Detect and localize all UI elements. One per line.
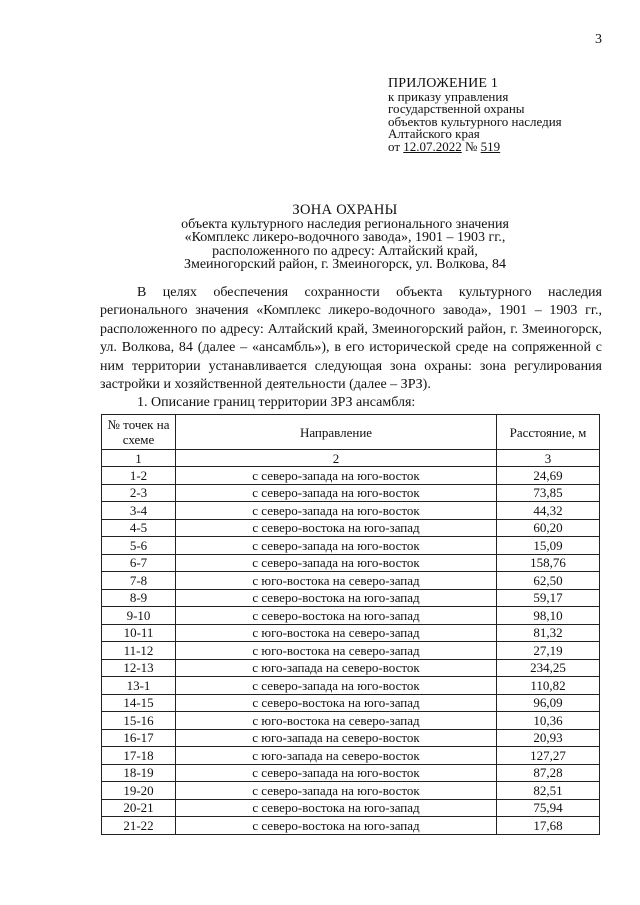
points-cell: 3-4 xyxy=(102,502,176,520)
zone-heading: ЗОНА ОХРАНЫ xyxy=(292,202,398,218)
direction-cell: с северо-запада на юго-восток xyxy=(176,677,497,695)
distance-cell: 15,09 xyxy=(497,537,600,555)
direction-cell: с северо-запада на юго-восток xyxy=(176,467,497,485)
points-cell: 4-5 xyxy=(102,519,176,537)
appendix-block xyxy=(388,78,562,153)
zone-line: объекта культурного наследия регионального значения xyxy=(181,216,509,232)
index-cell: 2 xyxy=(176,450,497,467)
distance-cell: 87,28 xyxy=(497,764,600,782)
direction-cell: с северо-запада на юго-восток xyxy=(176,537,497,555)
distance-cell: 234,25 xyxy=(497,659,600,677)
header-direction: Направление xyxy=(176,415,497,450)
distance-cell: 73,85 xyxy=(497,484,600,502)
points-cell: 15-16 xyxy=(102,712,176,730)
direction-cell: с северо-запада на юго-восток xyxy=(176,554,497,572)
intro-paragraph: В целях обеспечения сохранности объекта культурного наследия регионального значения «Комплекс ликеро-водочного завода», 1901 – 1903 гг., расположенного по адресу: Алтайский край, Змеиногорский район, г. Змеиногорск, ул. Волкова, 84 (далее – «ансамбль»), в его исторической среде на сопряженной с ним территории устанавливается следующая зона охраны: зона регулирования застройки и хозяйственной деятельности (далее – ЗРЗ). xyxy=(100,285,602,393)
body-text xyxy=(100,284,602,413)
direction-cell: с северо-запада на юго-восток xyxy=(176,764,497,782)
order-number: 519 xyxy=(480,138,501,154)
direction-cell: с северо-востока на юго-запад xyxy=(176,694,497,712)
points-cell: 17-18 xyxy=(102,747,176,765)
distance-cell: 20,93 xyxy=(497,729,600,747)
table-body xyxy=(102,467,600,835)
direction-cell: с юго-востока на северо-запад xyxy=(176,642,497,660)
appendix-date-line xyxy=(388,138,562,154)
direction-cell: с северо-востока на юго-запад xyxy=(176,589,497,607)
index-cell: 3 xyxy=(497,450,600,467)
points-cell: 16-17 xyxy=(102,729,176,747)
distance-cell: 158,76 xyxy=(497,554,600,572)
table-row xyxy=(102,694,600,712)
distance-cell: 24,69 xyxy=(497,467,600,485)
page-number: 3 xyxy=(595,32,602,47)
points-cell: 12-13 xyxy=(102,659,176,677)
distance-cell: 62,50 xyxy=(497,572,600,590)
direction-cell: с северо-востока на юго-запад xyxy=(176,519,497,537)
date-prefix: от xyxy=(388,138,401,154)
points-cell: 21-22 xyxy=(102,817,176,835)
section-item-1: 1. Описание границ территории ЗРЗ ансамбля: xyxy=(137,395,416,411)
distance-cell: 59,17 xyxy=(497,589,600,607)
number-prefix: № xyxy=(465,138,478,154)
table-row xyxy=(102,589,600,607)
direction-cell: с юго-востока на северо-запад xyxy=(176,624,497,642)
distance-cell: 127,27 xyxy=(497,747,600,765)
index-cell: 1 xyxy=(102,450,176,467)
header-distance: Расстояние, м xyxy=(497,415,600,450)
boundary-table xyxy=(101,414,600,835)
distance-cell: 75,94 xyxy=(497,799,600,817)
table-row xyxy=(102,467,600,485)
points-cell: 18-19 xyxy=(102,764,176,782)
direction-cell: с северо-востока на юго-запад xyxy=(176,799,497,817)
distance-cell: 110,82 xyxy=(497,677,600,695)
appendix-line: объектов культурного наследия xyxy=(388,113,562,129)
direction-cell: с северо-востока на юго-запад xyxy=(176,817,497,835)
table-row xyxy=(102,712,600,730)
direction-cell: с юго-востока на северо-запад xyxy=(176,712,497,730)
distance-cell: 98,10 xyxy=(497,607,600,625)
table-header-row xyxy=(102,415,600,450)
points-cell: 6-7 xyxy=(102,554,176,572)
direction-cell: с юго-запада на северо-восток xyxy=(176,659,497,677)
direction-cell: с юго-востока на северо-запад xyxy=(176,572,497,590)
order-date: 12.07.2022 xyxy=(403,138,462,154)
table-row xyxy=(102,554,600,572)
points-cell: 19-20 xyxy=(102,782,176,800)
direction-cell: с юго-запада на северо-восток xyxy=(176,729,497,747)
distance-cell: 81,32 xyxy=(497,624,600,642)
points-cell: 8-9 xyxy=(102,589,176,607)
appendix-line: государственной охраны xyxy=(388,101,525,116)
distance-cell: 27,19 xyxy=(497,642,600,660)
table-row xyxy=(102,537,600,555)
table-row xyxy=(102,642,600,660)
zone-line: расположенного по адресу: Алтайский край, xyxy=(212,243,478,259)
points-cell: 20-21 xyxy=(102,799,176,817)
table-row xyxy=(102,607,600,625)
header-points: № точек на схеме xyxy=(102,415,176,450)
table-row xyxy=(102,729,600,747)
appendix-line: Алтайского края xyxy=(388,126,480,141)
points-cell: 9-10 xyxy=(102,607,176,625)
direction-cell: с юго-запада на северо-восток xyxy=(176,747,497,765)
table-row xyxy=(102,817,600,835)
appendix-title: ПРИЛОЖЕНИЕ 1 xyxy=(388,76,499,91)
table-row xyxy=(102,624,600,642)
direction-cell: с северо-запада на юго-восток xyxy=(176,502,497,520)
table-row xyxy=(102,747,600,765)
distance-cell: 10,36 xyxy=(497,712,600,730)
table-row xyxy=(102,502,600,520)
table-row xyxy=(102,764,600,782)
table-row xyxy=(102,572,600,590)
distance-cell: 44,32 xyxy=(497,502,600,520)
zone-title-block xyxy=(100,204,590,272)
points-cell: 1-2 xyxy=(102,467,176,485)
points-cell: 2-3 xyxy=(102,484,176,502)
table-index-row xyxy=(102,450,600,467)
direction-cell: с северо-востока на юго-запад xyxy=(176,607,497,625)
points-cell: 14-15 xyxy=(102,694,176,712)
table-row xyxy=(102,799,600,817)
table-row xyxy=(102,782,600,800)
points-cell: 7-8 xyxy=(102,572,176,590)
distance-cell: 60,20 xyxy=(497,519,600,537)
appendix-line: к приказу управления xyxy=(388,88,509,104)
table-row xyxy=(102,484,600,502)
zone-line: Змеиногорский район, г. Змеиногорск, ул. Волкова, 84 xyxy=(183,257,507,272)
direction-cell: с северо-запада на юго-восток xyxy=(176,484,497,502)
points-cell: 10-11 xyxy=(102,624,176,642)
points-cell: 13-1 xyxy=(102,677,176,695)
distance-cell: 82,51 xyxy=(497,782,600,800)
table-row xyxy=(102,677,600,695)
zone-line: «Комплекс ликеро-водочного завода», 1901 – 1903 гг., xyxy=(184,230,506,245)
table-row xyxy=(102,519,600,537)
points-cell: 11-12 xyxy=(102,642,176,660)
table-row xyxy=(102,659,600,677)
distance-cell: 96,09 xyxy=(497,694,600,712)
points-cell: 5-6 xyxy=(102,537,176,555)
direction-cell: с северо-запада на юго-восток xyxy=(176,782,497,800)
distance-cell: 17,68 xyxy=(497,817,600,835)
